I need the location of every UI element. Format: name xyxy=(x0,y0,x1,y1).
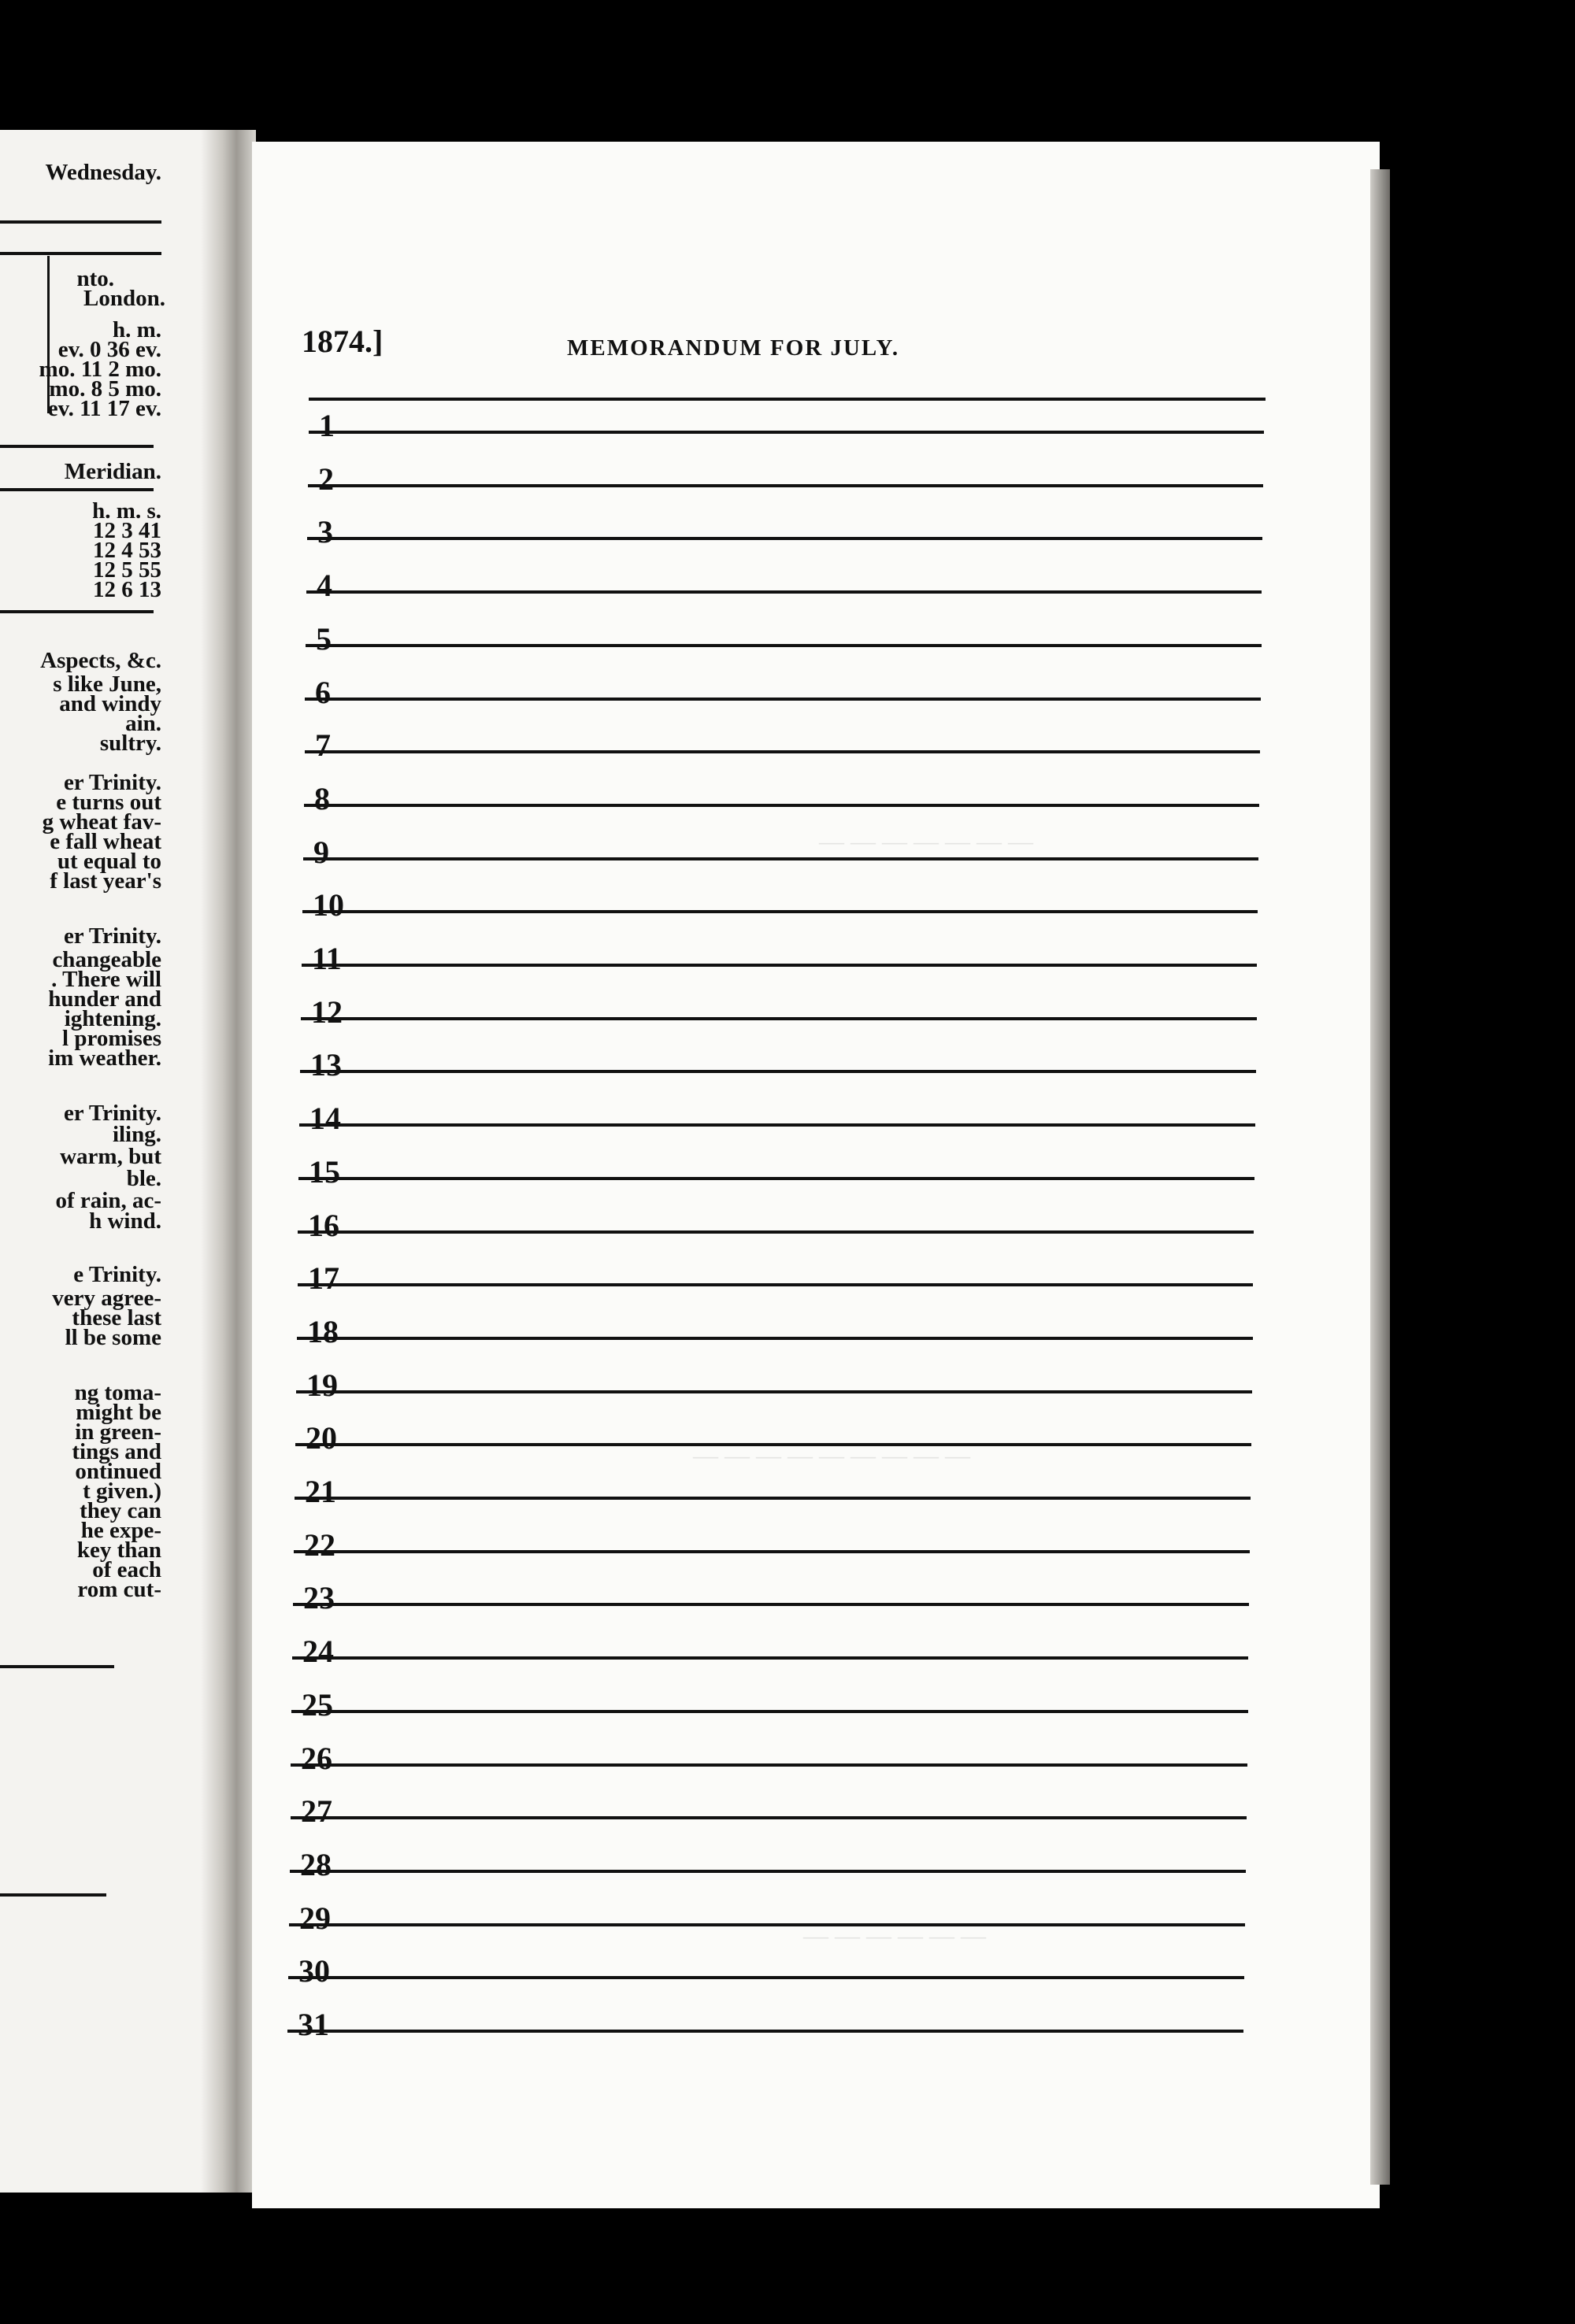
previous-page-line: e Trinity. xyxy=(73,1262,161,1287)
previous-page-line: s like June, xyxy=(53,672,161,697)
day-number: 21 xyxy=(305,1474,336,1509)
day-ruled-line xyxy=(291,1816,1247,1819)
previous-page-line: nto. xyxy=(76,266,114,291)
page-year: 1874.] xyxy=(302,324,384,359)
previous-page-line: warm, but xyxy=(60,1144,161,1169)
day-row xyxy=(252,453,1380,506)
day-row xyxy=(252,1145,1380,1199)
day-row xyxy=(252,1838,1380,1892)
previous-page-line: ontinued xyxy=(75,1459,161,1484)
previous-page-line: 12 3 41 xyxy=(93,518,161,543)
previous-page-line: London. xyxy=(83,286,165,311)
rule-line xyxy=(0,220,161,224)
day-number: 22 xyxy=(304,1527,335,1563)
previous-page-line: e turns out xyxy=(56,790,161,815)
day-ruled-line xyxy=(291,1710,1248,1713)
memorandum-page xyxy=(252,142,1380,2208)
day-ruled-line xyxy=(305,698,1261,701)
previous-page-line: in green- xyxy=(75,1419,161,1445)
day-number: 2 xyxy=(318,461,334,497)
day-number: 6 xyxy=(315,674,331,710)
previous-page-line: ng toma- xyxy=(74,1380,161,1405)
day-row xyxy=(252,1678,1380,1732)
day-number: 29 xyxy=(299,1900,331,1936)
previous-page-line: h. m. xyxy=(112,317,161,342)
day-number: 17 xyxy=(308,1260,339,1297)
day-number: 12 xyxy=(311,994,343,1030)
previous-page-line: 12 6 13 xyxy=(93,577,161,602)
day-row xyxy=(252,1038,1380,1092)
day-row xyxy=(252,772,1380,826)
day-row xyxy=(252,1465,1380,1519)
previous-page-line: ev. 11 17 ev. xyxy=(47,396,161,421)
previous-page-line: very agree- xyxy=(52,1286,161,1311)
book-gutter xyxy=(201,130,256,2193)
day-ruled-line xyxy=(305,750,1260,753)
day-number: 11 xyxy=(312,941,342,976)
day-ruled-line xyxy=(300,1070,1256,1073)
day-row xyxy=(252,932,1380,986)
day-ruled-line xyxy=(306,590,1262,594)
day-number: 5 xyxy=(316,620,332,657)
previous-page-line: rom cut- xyxy=(77,1577,161,1602)
top-rule xyxy=(309,398,1266,401)
previous-page-line: of each xyxy=(92,1557,161,1582)
day-ruled-line xyxy=(308,484,1263,487)
page-title: MEMORANDUM FOR JULY. xyxy=(567,335,900,361)
previous-page-line: er Trinity. xyxy=(63,770,161,795)
previous-page-line: might be xyxy=(76,1400,161,1425)
day-number: 7 xyxy=(315,727,331,764)
column-divider xyxy=(47,256,50,413)
day-row xyxy=(252,1945,1380,1998)
previous-page-line: er Trinity. xyxy=(63,923,161,949)
previous-page-line: ut equal to xyxy=(57,849,161,874)
day-number: 27 xyxy=(301,1793,332,1830)
day-row xyxy=(252,1412,1380,1465)
day-number: 23 xyxy=(303,1580,335,1616)
day-ruled-line xyxy=(307,537,1262,540)
day-ruled-line xyxy=(297,1337,1253,1340)
day-ruled-line xyxy=(289,1923,1245,1926)
day-ruled-line xyxy=(303,857,1258,860)
previous-page-line: tings and xyxy=(72,1439,161,1464)
page-edge xyxy=(1370,169,1390,2185)
day-number: 8 xyxy=(314,780,330,816)
previous-page-line: mo. 8 5 mo. xyxy=(49,376,161,402)
day-row xyxy=(252,559,1380,612)
day-ruled-line xyxy=(293,1603,1249,1606)
previous-page-line: f last year's xyxy=(50,868,161,894)
previous-page-line: these last xyxy=(72,1305,161,1330)
day-number: 9 xyxy=(313,834,329,870)
day-number: 18 xyxy=(307,1313,339,1349)
day-ruled-line xyxy=(299,1123,1255,1127)
day-row xyxy=(252,1092,1380,1145)
day-row xyxy=(252,719,1380,772)
show-through-text: — — — — — — — xyxy=(819,827,1033,855)
day-row xyxy=(252,1519,1380,1572)
day-ruled-line xyxy=(295,1443,1251,1446)
previous-page-line: h wind. xyxy=(89,1208,161,1234)
rule-line xyxy=(0,1665,114,1668)
day-number: 19 xyxy=(306,1367,338,1403)
day-row xyxy=(252,666,1380,720)
previous-page-line: sultry. xyxy=(99,731,161,756)
show-through-text: — — — — — — — — — xyxy=(693,1441,970,1469)
day-ruled-line xyxy=(298,1177,1254,1180)
previous-page-line: Meridian. xyxy=(64,459,161,484)
previous-page-line: t given.) xyxy=(83,1478,161,1504)
day-ruled-line xyxy=(296,1390,1252,1393)
day-number: 14 xyxy=(309,1101,341,1137)
previous-page-line: 12 5 55 xyxy=(93,557,161,583)
day-row xyxy=(252,1359,1380,1412)
day-row xyxy=(252,826,1380,879)
day-ruled-line xyxy=(291,1763,1247,1767)
day-ruled-line xyxy=(290,1870,1246,1873)
rule-line xyxy=(0,488,154,491)
day-row xyxy=(252,612,1380,666)
day-row xyxy=(252,1785,1380,1838)
day-number: 16 xyxy=(308,1207,339,1243)
previous-page-line: they can xyxy=(80,1498,161,1523)
day-number: 3 xyxy=(317,514,333,550)
day-ruled-line xyxy=(298,1283,1253,1286)
day-number: 20 xyxy=(306,1420,337,1456)
rule-line xyxy=(0,252,161,255)
rule-line xyxy=(0,445,154,448)
day-ruled-line xyxy=(288,1976,1244,1979)
previous-page-line: iling. xyxy=(112,1122,161,1147)
day-row xyxy=(252,1998,1380,2052)
previous-page-line: h. m. s. xyxy=(92,498,161,524)
day-row xyxy=(252,399,1380,453)
previous-page-line: er Trinity. xyxy=(63,1101,161,1126)
day-row xyxy=(252,1625,1380,1678)
day-ruled-line xyxy=(294,1550,1250,1553)
previous-page-line: . There will xyxy=(51,967,161,992)
day-ruled-line xyxy=(309,431,1264,434)
day-number: 13 xyxy=(310,1047,342,1083)
day-ruled-line xyxy=(298,1230,1254,1234)
show-through-text: — — — — — — xyxy=(803,1921,986,1949)
day-row xyxy=(252,1892,1380,1945)
previous-page-line: 12 4 53 xyxy=(93,538,161,563)
day-ruled-line xyxy=(295,1497,1251,1500)
previous-page-line: g wheat fav- xyxy=(42,809,161,834)
day-row xyxy=(252,1305,1380,1359)
day-ruled-line xyxy=(304,804,1259,807)
previous-page-line: changeable xyxy=(52,947,161,972)
previous-page-line: and windy xyxy=(59,691,161,716)
previous-page-line: hunder and xyxy=(48,986,161,1012)
day-ruled-line xyxy=(292,1656,1248,1660)
day-number: 30 xyxy=(298,1953,330,1989)
day-row xyxy=(252,1732,1380,1786)
previous-page-line: Aspects, &c. xyxy=(40,648,161,673)
day-number: 4 xyxy=(317,568,332,604)
rule-line xyxy=(0,610,154,613)
day-ruled-line xyxy=(287,2030,1243,2033)
day-number: 15 xyxy=(309,1153,340,1190)
previous-page-line: key than xyxy=(76,1538,161,1563)
day-number: 31 xyxy=(298,2007,329,2042)
day-ruled-line xyxy=(301,1017,1257,1020)
day-number: 10 xyxy=(313,887,344,923)
day-row xyxy=(252,986,1380,1039)
day-number: 25 xyxy=(302,1686,333,1723)
day-number: 26 xyxy=(301,1740,332,1776)
previous-page-line: Wednesday. xyxy=(45,160,161,185)
previous-page-line: ain. xyxy=(125,711,161,736)
previous-page-line: ightening. xyxy=(64,1006,161,1031)
previous-page-line: im weather. xyxy=(48,1045,161,1071)
previous-page-line: of rain, ac- xyxy=(55,1188,161,1213)
day-ruled-line xyxy=(302,964,1257,967)
previous-page-line: ble. xyxy=(126,1166,161,1191)
day-row xyxy=(252,1252,1380,1305)
previous-page-line: e fall wheat xyxy=(50,829,161,854)
day-row xyxy=(252,879,1380,932)
day-row xyxy=(252,1199,1380,1253)
day-number: 24 xyxy=(302,1634,334,1670)
previous-page-line: ev. 0 36 ev. xyxy=(57,337,161,362)
day-row xyxy=(252,1571,1380,1625)
previous-page-line: he expe- xyxy=(80,1518,161,1543)
day-ruled-line xyxy=(302,910,1258,913)
day-number: 1 xyxy=(319,408,335,443)
day-number: 28 xyxy=(300,1846,332,1882)
previous-page-line: ll be some xyxy=(65,1325,161,1350)
previous-page-line: l promises xyxy=(62,1026,161,1051)
previous-page-line: mo. 11 2 mo. xyxy=(39,357,161,382)
day-ruled-line xyxy=(306,644,1262,647)
rule-line xyxy=(0,1893,106,1897)
day-row xyxy=(252,505,1380,559)
